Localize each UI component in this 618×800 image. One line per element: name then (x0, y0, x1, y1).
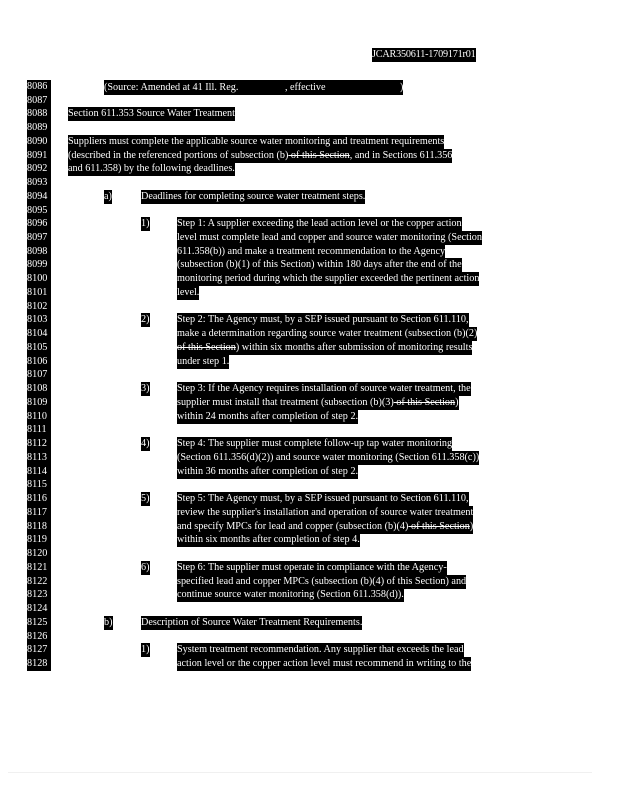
stricken-text: of this Section (393, 397, 456, 408)
step-label: 1) (141, 644, 150, 655)
line-number: 8117 (27, 506, 51, 520)
line-number: 8094 (27, 190, 51, 204)
line-number: 8104 (27, 327, 51, 341)
redaction-bar (241, 80, 285, 91)
line-number: 8124 (27, 602, 51, 616)
text-run: ) (455, 397, 459, 408)
subsection-title: Description of Source Water Treatment Requirements. (141, 617, 363, 628)
line-number: 8118 (27, 520, 51, 534)
step-text-line: level must complete lead and copper and source water monitoring (Section (177, 232, 482, 243)
stricken-text: of this Section (288, 150, 350, 161)
line-number: 8100 (27, 272, 51, 286)
subsection-label: a) (104, 191, 112, 202)
line-number: 8112 (27, 437, 51, 451)
line-number: 8095 (27, 204, 51, 218)
source-note-prefix: (Source: Amended at 41 Ill. Reg. (104, 82, 241, 93)
step-text-line: monitoring period during which the supplier exceeded the pertinent action (177, 273, 480, 284)
line-number: 8106 (27, 355, 51, 369)
line-number: 8108 (27, 382, 51, 396)
line-number: 8121 (27, 561, 51, 575)
step-text-line (177, 396, 459, 410)
line-number: 8107 (27, 368, 51, 382)
intro-line: Suppliers must complete the applicable source water monitoring and treatment requirements (68, 136, 445, 147)
line-number: 8128 (27, 657, 51, 671)
intro-line (68, 149, 452, 163)
line-number: 8101 (27, 286, 51, 300)
line-number: 8086 (27, 80, 51, 94)
line-number: 8120 (27, 547, 51, 561)
step-label: 5) (141, 493, 150, 504)
line-number: 8091 (27, 149, 51, 163)
step-text-line: Step 5: The Agency must, by a SEP issued pursuant to Section 611.110, (177, 493, 469, 504)
source-note-suffix: ) (400, 82, 404, 93)
line-number: 8109 (27, 396, 51, 410)
line-number: 8097 (27, 231, 51, 245)
text-run: (described in the referenced portions of subsection (b) (68, 150, 289, 161)
line-number: 8127 (27, 643, 51, 657)
line-number: 8102 (27, 300, 51, 314)
step-label: 1) (141, 218, 150, 229)
step-text-line: level. (177, 287, 200, 298)
step-text-line: within six months after completion of step 4. (177, 534, 360, 545)
text-run: supplier must install that treatment (subsection (b)(3) (177, 397, 394, 408)
text-run: and specify MPCs for lead and copper (subsection (b)(4) (177, 521, 409, 532)
step-text-line: (subsection (b)(1) of this Section) within 180 days after the end of the (177, 259, 462, 270)
step-text-line: specified lead and copper MPCs (subsection (b)(4) of this Section) and (177, 576, 467, 587)
step-text-line: within 24 months after completion of step 2. (177, 411, 359, 422)
step-label: 3) (141, 383, 150, 394)
step-text-line (177, 341, 472, 355)
line-number: 8113 (27, 451, 51, 465)
text-run: ) within six months after submission of monitoring results (235, 342, 473, 353)
line-number: 8122 (27, 575, 51, 589)
source-note-middle: , effective (284, 82, 329, 93)
source-note (104, 80, 403, 95)
line-number: 8093 (27, 176, 51, 190)
step-text-line: make a determination regarding source water treatment (subsection (b)(2) (177, 328, 478, 339)
line-number: 8105 (27, 341, 51, 355)
stricken-text: of this Section (408, 521, 470, 532)
line-number: 8087 (27, 94, 51, 108)
step-label: 4) (141, 438, 150, 449)
line-number: 8096 (27, 217, 51, 231)
intro-line: and 611.358) by the following deadlines. (68, 163, 235, 174)
step-text-line: Step 3: If the Agency requires installation of source water treatment, the (177, 383, 471, 394)
line-number: 8088 (27, 107, 51, 121)
subsection-label: b) (104, 617, 113, 628)
step-text-line: action level or the copper action level must recommend in writing to the (177, 658, 472, 669)
step-label: 2) (141, 314, 150, 325)
line-number: 8125 (27, 616, 51, 630)
step-text-line: 611.358(b)) and make a treatment recommendation to the Agency (177, 246, 446, 257)
stricken-text: of this Section (177, 342, 236, 353)
line-number: 8111 (27, 423, 51, 437)
line-number: 8099 (27, 258, 51, 272)
line-number: 8098 (27, 245, 51, 259)
section-heading: Section 611.353 Source Water Treatment (68, 108, 235, 119)
step-label: 6) (141, 562, 150, 573)
line-number: 8110 (27, 410, 51, 424)
line-number: 8089 (27, 121, 51, 135)
line-number: 8115 (27, 478, 51, 492)
step-text-line: (Section 611.356(d)(2)) and source water monitoring (Section 611.358(c)) (177, 452, 480, 463)
line-number: 8092 (27, 162, 51, 176)
step-text-line: Step 1: A supplier exceeding the lead action level or the copper action (177, 218, 462, 229)
step-text-line: review the supplier's installation and operation of source water treatment (177, 507, 474, 518)
footer-divider (8, 772, 592, 773)
line-number: 8090 (27, 135, 51, 149)
step-text-line: under step 1. (177, 356, 230, 367)
subsection-title: Deadlines for completing source water treatment steps. (141, 191, 366, 202)
text-run: ) (469, 521, 474, 532)
step-text-line: Step 4: The supplier must complete follow-up tap water monitoring (177, 438, 453, 449)
step-text-line: continue source water monitoring (Section 611.358(d)). (177, 589, 404, 600)
line-number: 8123 (27, 588, 51, 602)
line-number: 8126 (27, 630, 51, 644)
document-id: JCAR350611-1709171r01 (372, 49, 476, 60)
step-text-line: within 36 months after completion of step 2. (177, 466, 359, 477)
step-text-line: Step 2: The Agency must, by a SEP issued pursuant to Section 611.110, (177, 314, 469, 325)
line-number: 8114 (27, 465, 51, 479)
step-text-line (177, 520, 473, 534)
redaction-bar (328, 80, 400, 91)
line-number: 8119 (27, 533, 51, 547)
step-text-line: Step 6: The supplier must operate in compliance with the Agency- (177, 562, 447, 573)
text-run: , and in Sections 611.356 (349, 150, 453, 161)
step-text-line: System treatment recommendation. Any supplier that exceeds the lead (177, 644, 464, 655)
line-number: 8116 (27, 492, 51, 506)
line-number: 8103 (27, 313, 51, 327)
